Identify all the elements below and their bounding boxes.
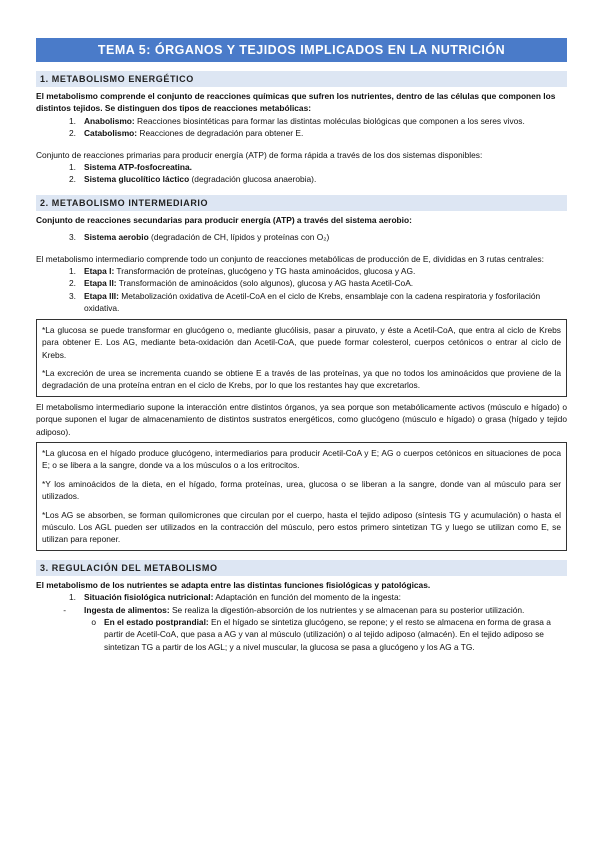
note-paragraph: *Y los aminoácidos de la dieta, en el hígado, forma proteínas, urea, glucosa o se liberan a la sangre, donde van al músculo para ser utilizados. [42, 478, 561, 502]
section-heading-energetic: 1. METABOLISMO ENERGÉTICO [36, 71, 567, 87]
stages-list [36, 265, 567, 315]
list-item: 1. Situación fisiológica nutricional: Adaptación en función del momento de la ingesta: [69, 592, 401, 603]
s2-organs: El metabolismo intermediario supone la interacción entre distintos órganos, ya sea porque son metabólicamente activos (músculo e hígado) o porque suponen el lugar de almacenamiento de distintos sustratos energéticos, como glucógeno (músculo e hígado) o grasa (hígado y tejido adiposo). [36, 401, 567, 437]
list-item: 2. Sistema glucolítico láctico (degradación glucosa anaerobia). [69, 174, 317, 185]
section-heading-intermediary: 2. METABOLISMO INTERMEDIARIO [36, 195, 567, 211]
list-item: 1. Etapa I: Transformación de proteínas, glucógeno y TG hasta aminoácidos, glucosa y AG. [69, 266, 416, 277]
page-title: TEMA 5: ÓRGANOS Y TEJIDOS IMPLICADOS EN LA NUTRICIÓN [36, 38, 567, 62]
list-item: 2. Catabolismo: Reacciones de degradación para obtener E. [69, 128, 304, 139]
regulation-list [36, 591, 567, 653]
s2-secondary: Conjunto de reacciones secundarias para producir energía (ATP) a través del sistema aerobio: [36, 214, 412, 225]
list-item: 3. Etapa III: Metabolización oxidativa de Acetil-CoA en el ciclo de Krebs, ensamblaje con la cadena respiratoria y fosforilación oxidativa. [69, 290, 541, 314]
list-item: 3. Sistema aerobio (degradación de CH, lípidos y proteínas con O₂) [69, 232, 330, 243]
s1-primary: Conjunto de reacciones primarias para producir energía (ATP) de forma rápida a través de los dos sistemas disponibles: [36, 149, 483, 160]
note-paragraph: *La excreción de urea se incrementa cuando se obtiene E a través de las proteínas, ya que no todos los aminoácidos que proviene de la degradación de una proteína entran en el ciclo de Krebs, por lo que los restantes hay que excretarlos. [42, 367, 561, 391]
note-box-glucose [36, 319, 567, 397]
note-paragraph: *La glucosa en el hígado produce glucógeno, intermediarios para producir Acetil-CoA y E; AG o cuerpos cetónicos en situaciones de poca E; o se libera a la sangre, donde va a los músculos o a los eritrocitos. [42, 447, 561, 471]
note-paragraph: *La glucosa se puede transformar en glucógeno o, mediante glucólisis, pasar a piruvato, y éste a Acetil-CoA, que entra al ciclo de Krebs para obtener E. Los AG, mediante beta-oxidación dan Acetil-CoA, que puede formar colesterol, cuerpos cetónicos o entrar al ciclo de Krebs. [42, 324, 561, 360]
s2-intermediary: El metabolismo intermediario comprende todo un conjunto de reacciones metabólicas de producción de E, divididas en 3 rutas centrales: [36, 253, 544, 264]
list-item: 2. Etapa II: Transformación de aminoácidos (solo algunos), glucosa y AG hasta Acetil-CoA. [69, 278, 414, 289]
section-heading-regulation: 3. REGULACIÓN DEL METABOLISMO [36, 560, 567, 576]
aerobic-list [36, 231, 567, 243]
list-item: - Ingesta de alimentos: Se realiza la digestión-absorción de los nutrientes y se almacenan para su posterior utilización. [63, 604, 525, 615]
list-item: 1. Sistema ATP-fosfocreatina. [69, 162, 192, 173]
s3-intro: El metabolismo de los nutrientes se adapta entre las distintas funciones fisiológicas y patológicas. [36, 579, 431, 590]
metabolism-types-list [36, 115, 567, 140]
energy-systems-list [36, 161, 567, 186]
list-item: o En el estado postprandial: En el hígado se sintetiza glucógeno, se repone; y el resto se almacena en forma de grasa a partir de Acetil-CoA, que pasa a AG y van al músculo (utilización) o al tejido adiposo (almacén). En el tejido adiposo se sintetizan TG a partir de los AGL; y a nivel muscular, la glucosa se pasa a glucógeno y los AG a TG. [91, 617, 551, 652]
note-paragraph: *Los AG se absorben, se forman quilomicrones que circulan por el cuerpo, hasta el tejido adiposo (síntesis TG y acumulación) o hasta el músculo. Los AGL pueden ser utilizados en la contracción del músculo, pero estos primero sintetizan TG y luego se utilizan como E, se utilizan para reponer. [42, 509, 561, 545]
list-item: 1. Anabolismo: Reacciones biosintéticas para formar las distintas moléculas biológicas que componen a los seres vivos. [69, 115, 525, 126]
document-page [36, 38, 567, 653]
note-box-liver [36, 442, 567, 551]
s1-intro: El metabolismo comprende el conjunto de reacciones químicas que sufren los nutrientes, dentro de las células que componen los distintos tejidos. Se distinguen dos tipos de reacciones metabólicas: [36, 91, 556, 114]
